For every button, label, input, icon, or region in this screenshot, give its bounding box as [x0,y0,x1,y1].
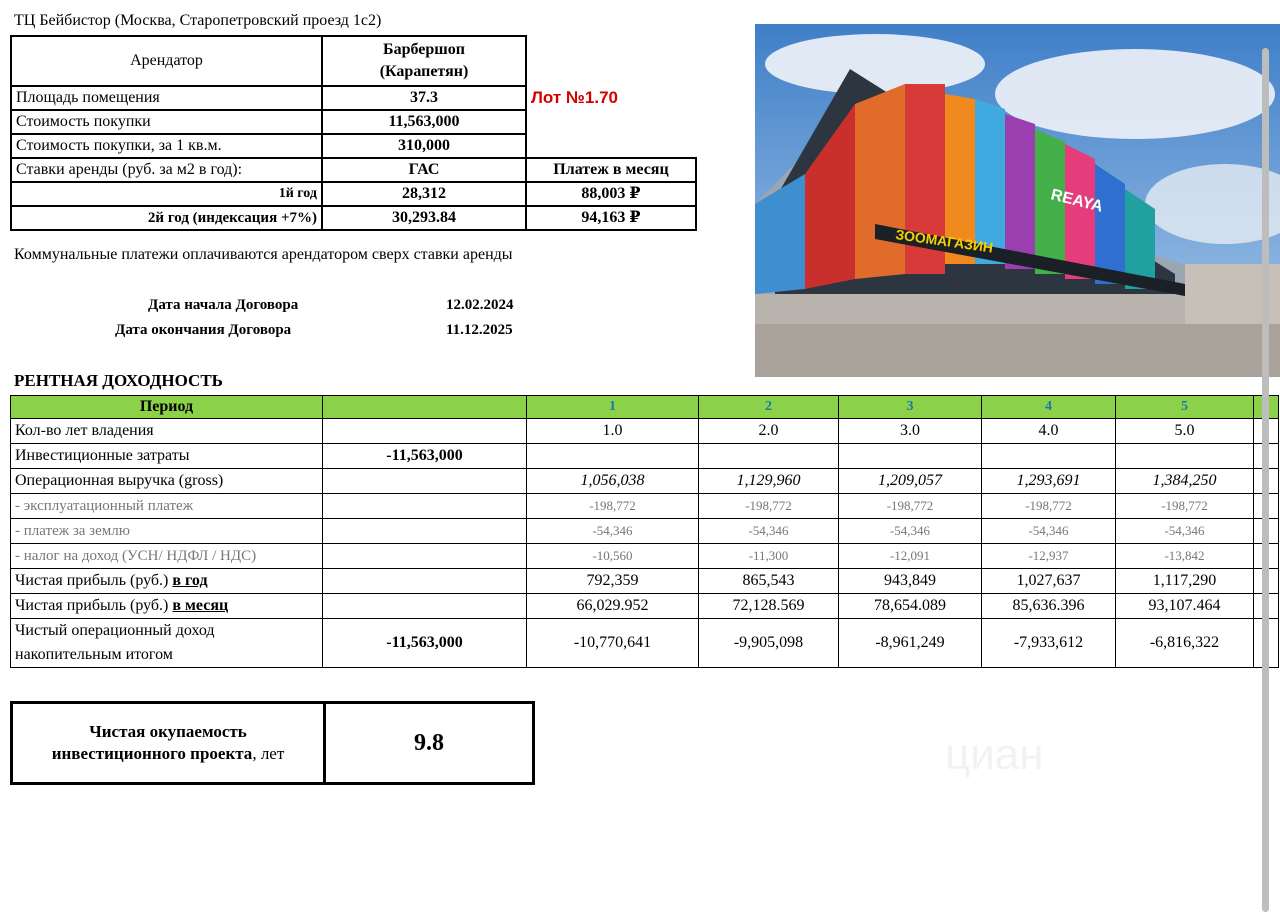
period-2: 2 [699,396,839,419]
period-4: 4 [982,396,1116,419]
building-photo [755,24,1280,377]
page-title: ТЦ Бейбистор (Москва, Старопетровский проезд 1с2) [14,12,382,29]
contract-start-value: 12.02.2024 [446,297,514,313]
price-sqm-value: 310,000 [322,134,526,158]
period-1: 1 [527,396,699,419]
price-label: Стоимость покупки [11,110,322,134]
period-label: Период [11,396,323,419]
payback-value: 9.8 [325,703,534,784]
tenant-value: Барбершоп (Карапетян) [322,36,526,86]
rates-label: Ставки аренды (руб. за м2 в год): [11,158,322,182]
year2-monthly: 94,163 ₽ [526,206,696,230]
table-row: - эксплуатационный платеж -198,772 -198,772 -198,772 -198,772 -198,772 [11,494,1279,519]
table-row: - налог на доход (УСН/ НДФЛ / НДС) -10,560 -11,300 -12,091 -12,937 -13,842 [11,544,1279,569]
watermark: циан [945,730,1044,779]
scrollbar[interactable] [1262,48,1269,912]
year1-label: 1й год [11,182,322,206]
table-row: Кол-во лет владения 1.0 2.0 3.0 4.0 5.0 [11,419,1279,444]
yield-table [10,395,1279,668]
year1-rate: 28,312 [322,182,526,206]
payback-label: Чистая окупаемость инвестиционного проекта, лет [12,703,325,784]
table-row: - платеж за землю -54,346 -54,346 -54,346 -54,346 -54,346 [11,519,1279,544]
period-3: 3 [839,396,982,419]
area-label: Площадь помещения [11,86,322,110]
section-title: РЕНТНАЯ ДОХОДНОСТЬ [14,371,223,390]
rates-value: ГАС [322,158,526,182]
contract-start-label: Дата начала Договора [148,297,299,313]
contract-end-label: Дата окончания Договора [115,322,292,338]
table-row: Инвестиционные затраты -11,563,000 [11,444,1279,469]
payback-box [10,701,535,785]
table-row: Чистая прибыль (руб.) в месяц 66,029.952 72,128.569 78,654.089 85,636.396 93,107.464 [11,594,1279,619]
price-sqm-label: Стоимость покупки, за 1 кв.м. [11,134,322,158]
tenant-label: Арендатор [11,36,322,86]
photo-sign-zoo: ЗООМАГАЗИН [894,226,995,256]
price-value: 11,563,000 [322,110,526,134]
area-value: 37.3 [322,86,526,110]
table-row: Чистый операционный доход накопительным итогом -11,563,000 -10,770,641 -9,905,098 -8,961,249 -7,933,612 -6,816,322 [11,619,1279,668]
utilities-note: Коммунальные платежи оплачиваются арендатором сверх ставки аренды [14,246,513,263]
contract-end-value: 11.12.2025 [446,322,513,338]
year2-label: 2й год (индексация +7%) [11,206,322,230]
year2-rate: 30,293.84 [322,206,526,230]
table-row: Операционная выручка (gross) 1,056,038 1,129,960 1,209,057 1,293,691 1,384,250 [11,469,1279,494]
period-5: 5 [1116,396,1254,419]
lot-number: Лот №1.70 [531,88,618,107]
monthly-header: Платеж в месяц [526,158,696,182]
year1-monthly: 88,003 ₽ [526,182,696,206]
property-info-table [10,35,697,231]
photo-sign-reaya: REAYA [1049,186,1105,216]
table-row: Чистая прибыль (руб.) в год 792,359 865,543 943,849 1,027,637 1,117,290 [11,569,1279,594]
